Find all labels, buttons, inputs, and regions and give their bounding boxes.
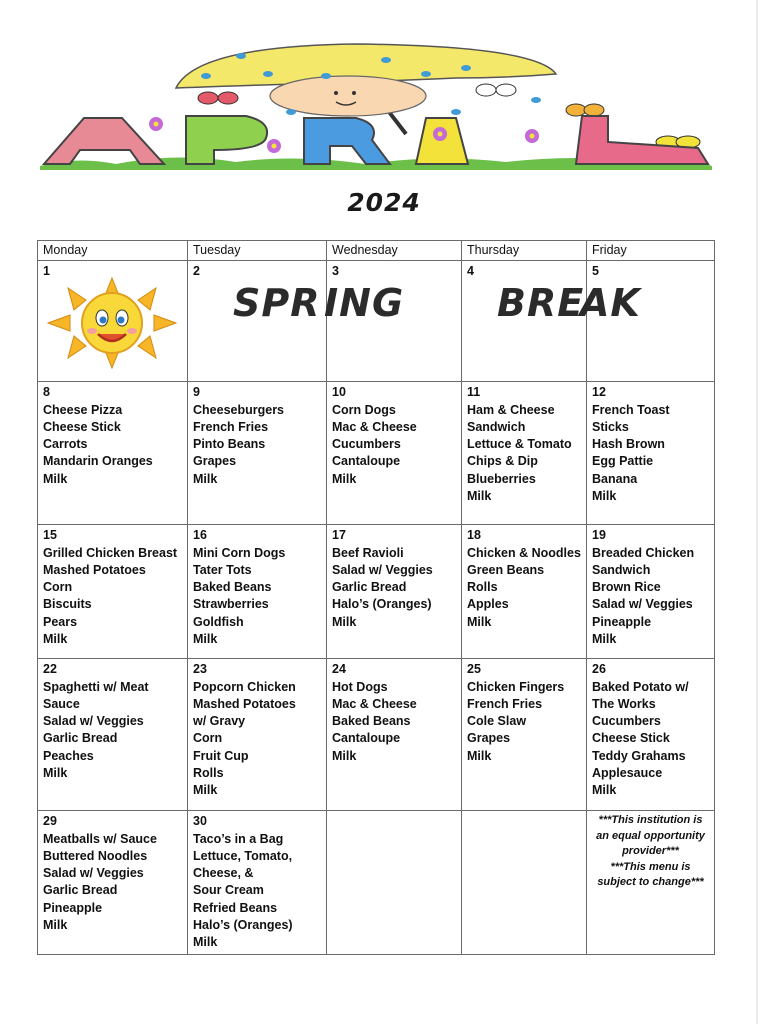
day-number: 22	[43, 662, 57, 677]
day-cell	[38, 811, 188, 954]
day-number: 10	[332, 385, 346, 400]
menu-item: Milk	[193, 632, 218, 647]
weekday-header: Wednesday	[327, 241, 462, 261]
smiling-sun-icon	[44, 276, 180, 370]
menu-item: Mashed Potatoes	[43, 562, 146, 577]
menu-item: Chips & Dip	[467, 454, 538, 469]
menu-item: French Toast Sticks	[592, 402, 670, 434]
menu-item: Sour Cream	[193, 883, 264, 898]
day-cell	[324, 261, 462, 382]
menu-item: Egg Pattie	[592, 454, 654, 469]
day-cell	[327, 811, 462, 954]
menu-item: Milk	[332, 748, 357, 763]
menu-item: Salad w/ Veggies	[43, 714, 144, 729]
menu-item: Milk	[332, 471, 357, 486]
menu-item: Beef Ravioli	[332, 545, 404, 560]
day-cell	[38, 525, 188, 659]
menu-item: Mac & Cheese	[332, 696, 417, 711]
day-number: 19	[592, 528, 606, 543]
nondiscrimination-notice: provider***	[622, 845, 679, 858]
menu-item: Sandwich	[592, 562, 651, 577]
menu-item: Biscuits	[43, 597, 92, 612]
day-number: 16	[193, 528, 207, 543]
butterfly-icon	[198, 92, 238, 104]
menu-item: Breaded Chicken	[592, 545, 695, 560]
menu-item: Banana	[592, 471, 638, 486]
weekday-header-row	[38, 241, 715, 261]
day-number: 4	[467, 264, 474, 279]
menu-item: Mac & Cheese	[332, 419, 417, 434]
menu-item: Milk	[592, 783, 617, 798]
menu-item: Chicken Fingers	[467, 679, 565, 694]
menu-item: Grapes	[467, 731, 511, 746]
menu-item: Buttered Noodles	[43, 848, 148, 863]
day-cell	[327, 659, 462, 811]
menu-item: Rolls	[193, 766, 224, 781]
nondiscrimination-notice: ***This institution is	[598, 814, 703, 827]
menu-item: Baked Beans	[332, 714, 411, 729]
menu-item: Refried Beans	[193, 900, 278, 915]
weekday-header: Thursday	[462, 241, 587, 261]
menu-item: Pineapple	[43, 900, 103, 915]
day-number: 17	[332, 528, 346, 543]
day-number: 11	[467, 385, 481, 400]
menu-item: Garlic Bread	[332, 580, 407, 595]
week-row	[38, 382, 715, 525]
menu-item: Garlic Bread	[43, 883, 118, 898]
calendar-year: 2024	[347, 188, 421, 217]
menu-item: Mandarin Oranges	[43, 454, 153, 469]
day-number: 30	[193, 814, 207, 829]
menu-item: Applesauce	[592, 766, 663, 781]
day-number: 25	[467, 662, 481, 677]
menu-item: Spaghetti w/ Meat	[43, 679, 149, 694]
page-edge	[756, 0, 758, 1024]
weekday-header: Tuesday	[188, 241, 327, 261]
day-number: 12	[592, 385, 606, 400]
menu-item: Halo’s (Oranges)	[332, 597, 432, 612]
menu-item: Pineapple	[592, 614, 652, 629]
week-row	[38, 811, 715, 954]
menu-item: Milk	[592, 489, 617, 504]
day-cell	[188, 525, 327, 659]
menu-item: Hash Brown	[592, 437, 665, 452]
menu-item: Brown Rice	[592, 580, 661, 595]
spring-break-text: AK	[580, 280, 641, 325]
menu-item: Garlic Bread	[43, 731, 118, 746]
menu-item: Cheeseburgers	[193, 402, 285, 417]
weekday-header: Friday	[587, 241, 715, 261]
menu-item: Taco’s in a Bag	[193, 831, 284, 846]
menu-item: Strawberries	[193, 597, 269, 612]
menu-item: Goldfish	[193, 614, 244, 629]
menu-item: Salad w/ Veggies	[43, 866, 144, 881]
menu-item: Hot Dogs	[332, 679, 388, 694]
menu-item: Mashed Potatoes	[193, 696, 296, 711]
menu-item: Milk	[43, 766, 68, 781]
day-number: 8	[43, 385, 50, 400]
spring-break-text: BRE	[497, 280, 585, 325]
menu-item: Blueberries	[467, 471, 536, 486]
menu-item: Salad w/ Veggies	[592, 597, 693, 612]
day-number: 1	[43, 264, 50, 279]
menu-item: Sauce	[43, 696, 80, 711]
nondiscrimination-notice: ***This menu is	[610, 860, 691, 873]
menu-item: Milk	[43, 918, 68, 933]
menu-item: Milk	[43, 471, 68, 486]
week-row	[38, 659, 715, 811]
menu-item: Milk	[467, 614, 492, 629]
menu-item: Lettuce, Tomato,	[193, 848, 293, 863]
letter-i-shape	[416, 118, 468, 164]
day-number: 2	[193, 264, 200, 279]
letter-p-shape	[186, 116, 267, 164]
menu-item: The Works	[592, 696, 656, 711]
day-cell	[188, 261, 327, 382]
butterfly-icon	[476, 84, 516, 96]
menu-item: Milk	[467, 489, 492, 504]
menu-item: Baked Beans	[193, 580, 272, 595]
day-cell	[188, 811, 327, 954]
menu-item: Milk	[193, 783, 218, 798]
menu-item: Pinto Beans	[193, 437, 266, 452]
day-number: 23	[193, 662, 207, 677]
menu-item: Rolls	[467, 580, 498, 595]
day-cell	[327, 382, 462, 525]
menu-item: Sandwich	[467, 419, 526, 434]
menu-item: Salad w/ Veggies	[332, 562, 433, 577]
day-cell	[38, 659, 188, 811]
menu-item: Milk	[592, 632, 617, 647]
menu-item: Corn Dogs	[332, 402, 396, 417]
day-cell	[462, 525, 587, 659]
day-number: 24	[332, 662, 346, 677]
flower-icon	[525, 129, 539, 143]
menu-item: Milk	[332, 614, 357, 629]
menu-item: Corn	[43, 580, 73, 595]
menu-item: Teddy Grahams	[592, 748, 686, 763]
day-cell	[188, 659, 327, 811]
day-cell	[38, 382, 188, 525]
menu-item: Cheese Stick	[43, 419, 121, 434]
menu-item: Milk	[193, 471, 218, 486]
menu-item: Cheese, &	[193, 866, 254, 881]
day-number: 3	[332, 264, 339, 279]
day-cell	[462, 261, 587, 382]
letter-r-shape	[304, 118, 390, 164]
day-cell	[462, 659, 587, 811]
menu-item: Grapes	[193, 454, 237, 469]
spring-break-text: SPR	[233, 280, 321, 325]
day-cell	[327, 525, 462, 659]
menu-item: French Fries	[193, 419, 269, 434]
menu-item: Cantaloupe	[332, 454, 401, 469]
menu-item: Apples	[467, 597, 509, 612]
day-number: 5	[592, 264, 599, 279]
menu-item: Pears	[43, 614, 78, 629]
flower-icon	[149, 117, 163, 131]
menu-item: Cantaloupe	[332, 731, 401, 746]
menu-item: Cucumbers	[592, 714, 661, 729]
nondiscrimination-notice: subject to change***	[597, 876, 704, 889]
day-cell	[587, 811, 715, 954]
menu-item: Cheese Stick	[592, 731, 670, 746]
menu-item: Lettuce & Tomato	[467, 437, 572, 452]
menu-item: w/ Gravy	[193, 714, 246, 729]
flower-icon	[267, 139, 281, 153]
day-cell	[587, 382, 715, 525]
menu-item: Chicken & Noodles	[467, 545, 581, 560]
weekday-header: Monday	[38, 241, 188, 261]
menu-item: Milk	[43, 632, 68, 647]
day-cell	[188, 382, 327, 525]
letter-a-shape	[44, 118, 164, 164]
day-cell	[587, 659, 715, 811]
day-number: 26	[592, 662, 606, 677]
menu-item: Green Beans	[467, 562, 545, 577]
menu-item: Tater Tots	[193, 562, 252, 577]
day-number: 18	[467, 528, 481, 543]
april-banner-art	[36, 38, 716, 178]
menu-item: Fruit Cup	[193, 748, 249, 763]
day-cell	[462, 382, 587, 525]
menu-item: Peaches	[43, 748, 94, 763]
menu-item: Mini Corn Dogs	[193, 545, 286, 560]
menu-item: Cole Slaw	[467, 714, 527, 729]
menu-item: Popcorn Chicken	[193, 679, 296, 694]
menu-item: Milk	[193, 935, 218, 950]
menu-item: Milk	[467, 748, 492, 763]
menu-item: French Fries	[467, 696, 543, 711]
day-number: 9	[193, 385, 200, 400]
menu-item: Baked Potato w/	[592, 679, 689, 694]
day-number: 29	[43, 814, 57, 829]
menu-item: Cheese Pizza	[43, 402, 123, 417]
menu-item: Halo’s (Oranges)	[193, 918, 293, 933]
week-row	[38, 525, 715, 659]
menu-item: Cucumbers	[332, 437, 401, 452]
day-cell	[580, 261, 715, 382]
butterfly-icon	[566, 104, 604, 116]
menu-item: Meatballs w/ Sauce	[43, 831, 157, 846]
menu-item: Grilled Chicken Breast	[43, 545, 178, 560]
menu-item: Carrots	[43, 437, 88, 452]
day-cell	[587, 525, 715, 659]
menu-item: Corn	[193, 731, 223, 746]
spring-break-text: ING	[324, 280, 405, 325]
nondiscrimination-notice: an equal opportunity	[596, 829, 705, 842]
day-number: 15	[43, 528, 57, 543]
day-cell	[462, 811, 587, 954]
flower-icon	[433, 127, 447, 141]
menu-item: Ham & Cheese	[467, 402, 555, 417]
